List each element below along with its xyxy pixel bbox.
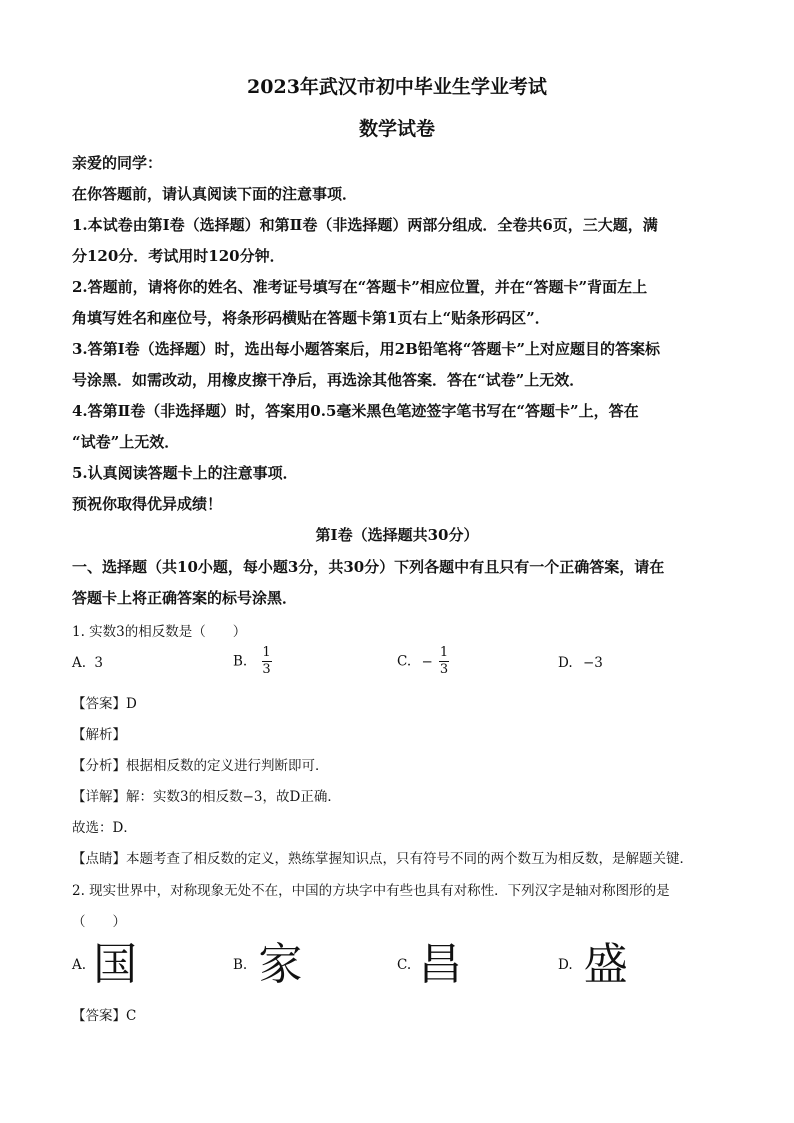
page-title: 2023年武汉市初中毕业生学业考试 bbox=[247, 76, 547, 98]
greeting: 亲爱的同学： bbox=[72, 154, 163, 172]
option-char: 盛 bbox=[583, 939, 628, 990]
question-2-stem: 2. 现实世界中，对称现象无处不在，中国的方块字中有些也具有对称性．下列汉字是轴对称图形的是 bbox=[72, 883, 670, 899]
denominator: 3 bbox=[262, 662, 271, 677]
notice-line: 号涂黑．如需改动，用橡皮擦干净后，再选涂其他答案．答在“试卷”上无效． bbox=[72, 371, 585, 389]
denominator: 3 bbox=[439, 662, 449, 677]
q1-option-d bbox=[558, 655, 603, 671]
option-label: A. bbox=[72, 957, 87, 973]
fraction bbox=[439, 645, 449, 678]
section-instruction: 答题卡上将正确答案的标号涂黑． bbox=[72, 589, 298, 607]
option-label: D. bbox=[558, 957, 573, 973]
option-label: A. bbox=[72, 655, 87, 671]
q1-option-a bbox=[72, 655, 103, 671]
option-char: 国 bbox=[93, 939, 138, 990]
option-label: B. bbox=[233, 653, 248, 670]
option-label: C. bbox=[397, 957, 412, 973]
option-label: D. bbox=[558, 655, 573, 671]
option-char: 家 bbox=[258, 939, 303, 990]
q2-answer: 【答案】C bbox=[72, 1008, 137, 1024]
question-2-stem-cont: （ ） bbox=[72, 914, 126, 930]
notice-line: 分120分．考试用时120分钟． bbox=[72, 247, 285, 265]
q1-fenxi: 【分析】根据相反数的定义进行判断即可． bbox=[72, 758, 329, 774]
notice-line: “试卷”上无效． bbox=[72, 433, 180, 451]
q1-xiangjie: 【详解】解：实数3的相反数−3，故D正确． bbox=[72, 789, 341, 805]
option-label: C. bbox=[397, 653, 412, 670]
notice-line: 3.答第Ⅰ卷（选择题）时，选出每小题答案后，用2B铅笔将“答题卡”上对应题目的答案标 bbox=[72, 340, 661, 358]
notice-intro: 在你答题前，请认真阅读下面的注意事项． bbox=[72, 185, 358, 203]
question-1-stem: 1. 实数3的相反数是（ ） bbox=[72, 624, 247, 640]
section-instruction: 一、选择题（共10小题，每小题3分，共30分）下列各题中有且只有一个正确答案，请在 bbox=[72, 558, 665, 576]
q1-dianjing: 【点睛】本题考查了相反数的定义，熟练掌握知识点，只有符号不同的两个数互为相反数，是解题关键． bbox=[72, 851, 693, 867]
option-label: B. bbox=[233, 957, 248, 973]
q1-option-b bbox=[233, 645, 272, 678]
notice-line: 预祝你取得优异成绩！ bbox=[72, 495, 223, 513]
fraction bbox=[262, 645, 272, 678]
q2-option-a bbox=[72, 940, 137, 990]
page-subtitle: 数学试卷 bbox=[358, 118, 435, 140]
q2-option-c bbox=[397, 940, 462, 990]
q1-guxuan: 故选：D． bbox=[72, 820, 137, 836]
q1-answer: 【答案】D bbox=[72, 696, 137, 712]
q1-option-c bbox=[397, 645, 449, 678]
notice-line: 4.答第Ⅱ卷（非选择题）时，答案用0.5毫米黑色笔迹签字笔书写在“答题卡”上，答在 bbox=[72, 402, 639, 420]
q1-analysis-title: 【解析】 bbox=[72, 727, 126, 743]
numerator: 1 bbox=[262, 645, 271, 660]
option-value: −3 bbox=[582, 655, 603, 671]
q2-option-b bbox=[233, 940, 302, 990]
q2-option-d bbox=[558, 940, 628, 990]
minus-sign: − bbox=[421, 653, 433, 670]
notice-line: 角填写姓名和座位号，将条形码横贴在答题卡第1页右上“贴条形码区”． bbox=[72, 309, 550, 327]
section-heading: 第Ⅰ卷（选择题共30分） bbox=[315, 526, 479, 544]
notice-line: 5.认真阅读答题卡上的注意事项． bbox=[72, 464, 298, 482]
option-char: 昌 bbox=[418, 939, 463, 990]
option-value: 3 bbox=[94, 655, 103, 671]
notice-line: 2.答题前，请将你的姓名、准考证号填写在“答题卡”相应位置，并在“答题卡”背面左上 bbox=[72, 278, 648, 296]
numerator: 1 bbox=[439, 645, 449, 660]
notice-line: 1.本试卷由第Ⅰ卷（选择题）和第Ⅱ卷（非选择题）两部分组成．全卷共6页，三大题，满 bbox=[72, 216, 658, 234]
